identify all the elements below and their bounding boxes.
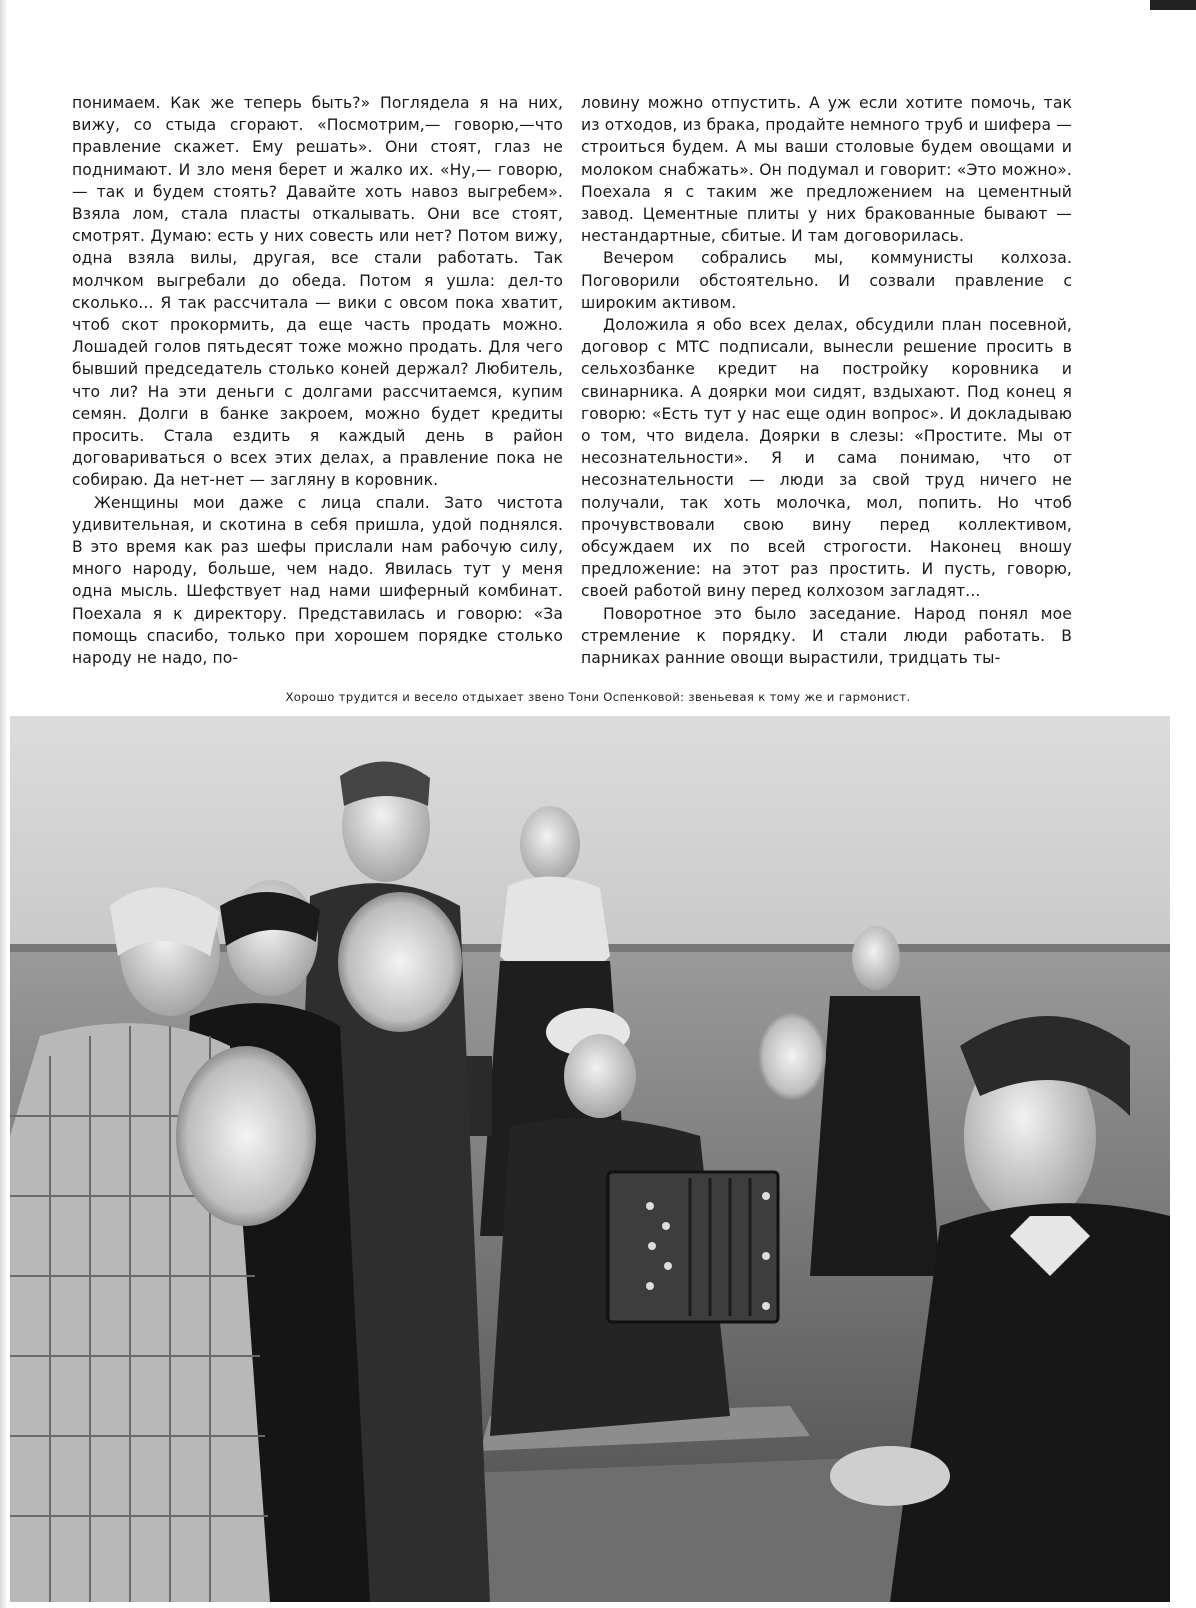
paragraph: понимаем. Как же теперь быть?» Поглядела я на них, вижу, со стыда сгорают. «Посмотрим,— говорю,—что правление скажет. Ему решать». Они стоят, глаз не поднимают. И зло меня берет и жалко их. «Ну,— говорю,— так и будем стоять? Давайте хоть навоз выгребем». Взяла лом, стала пласты откалывать. Они все стоят, смотрят. Думаю: есть у них совесть или нет? Потом вижу, одна взяла вилы, другая, все стали работать. Так молчком выгребали до обеда. Потом я ушла: дел-то сколько... Я так рассчитала — вики с овсом пока хватит, чтоб скот прокормить, да еще часть продать можно. Лошадей голов пятьдесят тоже можно продать. Для чего бывший председатель столько коней держал? Любитель, что ли? На эти деньги с долгами рассчитаемся, купим семян. Долги в банке закроем, можно будет кредиты просить. Стала ездить я каждый день в район договариваться о всех этих делах, а правление пока не собираю. Да нет-нет — загляну в коровник.: [72, 94, 563, 490]
face: [852, 926, 900, 990]
paragraph: ловину можно отпустить. А уж если хотите помочь, так из отходов, из брака, продайте немного труб и шифера — строиться будем. А мы ваши столовые будем овощами и молоком снабжать». Он подумал и говорит: «Это можно». Поехала я с таким же предложением на цементный завод. Цементные плиты у них бракованные бывают — нестандартные, сбитые. И там договорилась.: [581, 94, 1072, 246]
right-column: [581, 92, 1072, 672]
photo-illustration: [10, 716, 1170, 1602]
photograph: [10, 716, 1170, 1602]
bouquet: [176, 1046, 316, 1226]
article-columns: [72, 92, 1072, 672]
face: [564, 1034, 636, 1118]
white-blouse: [500, 876, 610, 966]
left-column: [72, 92, 563, 672]
paragraph: Доложила я обо всех делах, обсудили план посевной, договор с МТС подписали, вынесли решение просить в сельхозбанке кредит на постройку коровника и свинарника. А доярки мои сидят, вздыхают. Под конец я говорю: «Есть тут у нас еще один вопрос». И докладываю о том, что видела. Доярки в слезы: «Простите. Мы от несознательности». Я и сама понимаю, что от несознательности — люди за свой труд ничего не получали, так хоть молочка, мол, попить. Но чтоб прочувствовали свою вину перед коллективом, обсуждаем их по всей строгости. Наконец вношу предложение: на этот раз простить. И пусть, говорю, своей работой вину перед колхозом загладят...: [581, 316, 1072, 601]
bouquet: [338, 892, 462, 1032]
page-edge: [0, 0, 8, 1608]
page-corner-mark: [1150, 0, 1196, 10]
photo-caption: Хорошо трудится и весело отдыхает звено Тони Оспенковой: звеньевая к тому же и гармонист.: [285, 690, 911, 704]
paragraph: Вечером собрались мы, коммунисты колхоза. Поговорили обстоятельно. И созвали правление с широким активом.: [581, 249, 1072, 312]
hands: [830, 1446, 950, 1506]
paragraph: Поворотное это было заседание. Народ понял мое стремление к порядку. И стали люди работать. В парниках ранние овощи вырастили, тридцать ты-: [581, 604, 1072, 668]
bouquet: [758, 1012, 826, 1100]
dark-dress: [810, 996, 940, 1276]
paragraph: Женщины мои даже с лица спали. Зато чистота удивительная, и скотина в себя пришла, удой поднялся. В это время как раз шефы прислали нам рабочую силу, много народу, больше, чем надо. Явилась тут у меня одна мысль. Шефствует над нами шиферный комбинат. Поехала я к директору. Представилась и говорю: «За помощь спасибо, только при хорошем порядке столько народу не надо, по-: [72, 493, 563, 668]
accordion: [608, 1172, 778, 1322]
face: [520, 806, 580, 882]
